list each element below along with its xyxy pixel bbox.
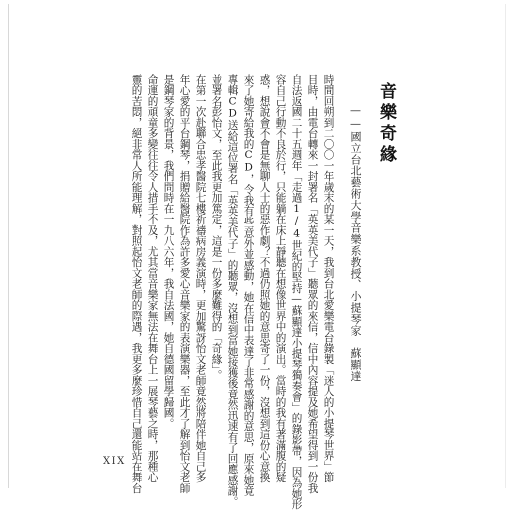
body-column: 自法返國二十五週年「走過1/4世紀的堅持—蘇顯達小提琴獨奏會」的錄影帶，因為她形	[290, 74, 303, 510]
body-column: 時間回朔到二〇〇一年歲末的某一天，我到台北愛樂電台錄製「迷人的小提琴世界」節	[322, 74, 335, 483]
page-title: 音樂奇緣	[376, 82, 396, 166]
book-page	[8, 4, 506, 510]
body-column: 是鋼琴家的背景，我們問時在一九八六年，我自法國，她自德國留學歸國。	[162, 74, 175, 429]
body-column: 惑，想說會不會是無聊人士的惡作劇？不過仍照她的意思寄了一份，沒想到這份心意換	[258, 74, 271, 483]
body-column: 年心愛的平台鋼琴，捐贈給醫院作為許多愛心音樂家的表演樂器，至此才了解到怡文老師	[178, 74, 191, 494]
body-column: 專輯CD送給這位署名「英英美代子」的聽眾，沒想到當她接獲後竟然迅速有了回應感謝。	[226, 74, 239, 507]
body-column: 目時，由電台轉來一封署名「英英美代子」聽眾的來信，信中內容提及她希望得到一份我	[306, 74, 319, 494]
body-column: 並署名彭怡文，至此我更加篤定，這是一份多麼難得的「奇緣」。	[210, 74, 223, 381]
body-column: 靈的苦悶，絕非常人所能理解，對照起怡文老師的際遇，我更多麼珍惜自己還能站在舞台	[130, 74, 143, 494]
body-column: 命運的頑童多變往往令人措手不及，尤其當音樂家無法在舞台上一展琴藝之時，那種心	[146, 74, 159, 483]
body-column: 在第一次赴聯合忠孝醫院七樓祈禱病房義演時，更加驚訝怡文老師竟然將陪伴她自己多	[194, 74, 207, 483]
body-column: 來了她寄給我的CD，令我有些意外並感動，她在信中表達了非常感謝的意思，原來她竟	[242, 74, 255, 497]
author-byline: ——國立台北藝術大學音樂系教授、小提琴家 蘇顯達	[349, 104, 362, 382]
body-column: 容自己行動不良於行，只能躺在床上靜聽在想像世界中的演出。當時的我有著滿腹的疑	[274, 74, 287, 483]
page-number: XIX	[103, 456, 126, 467]
